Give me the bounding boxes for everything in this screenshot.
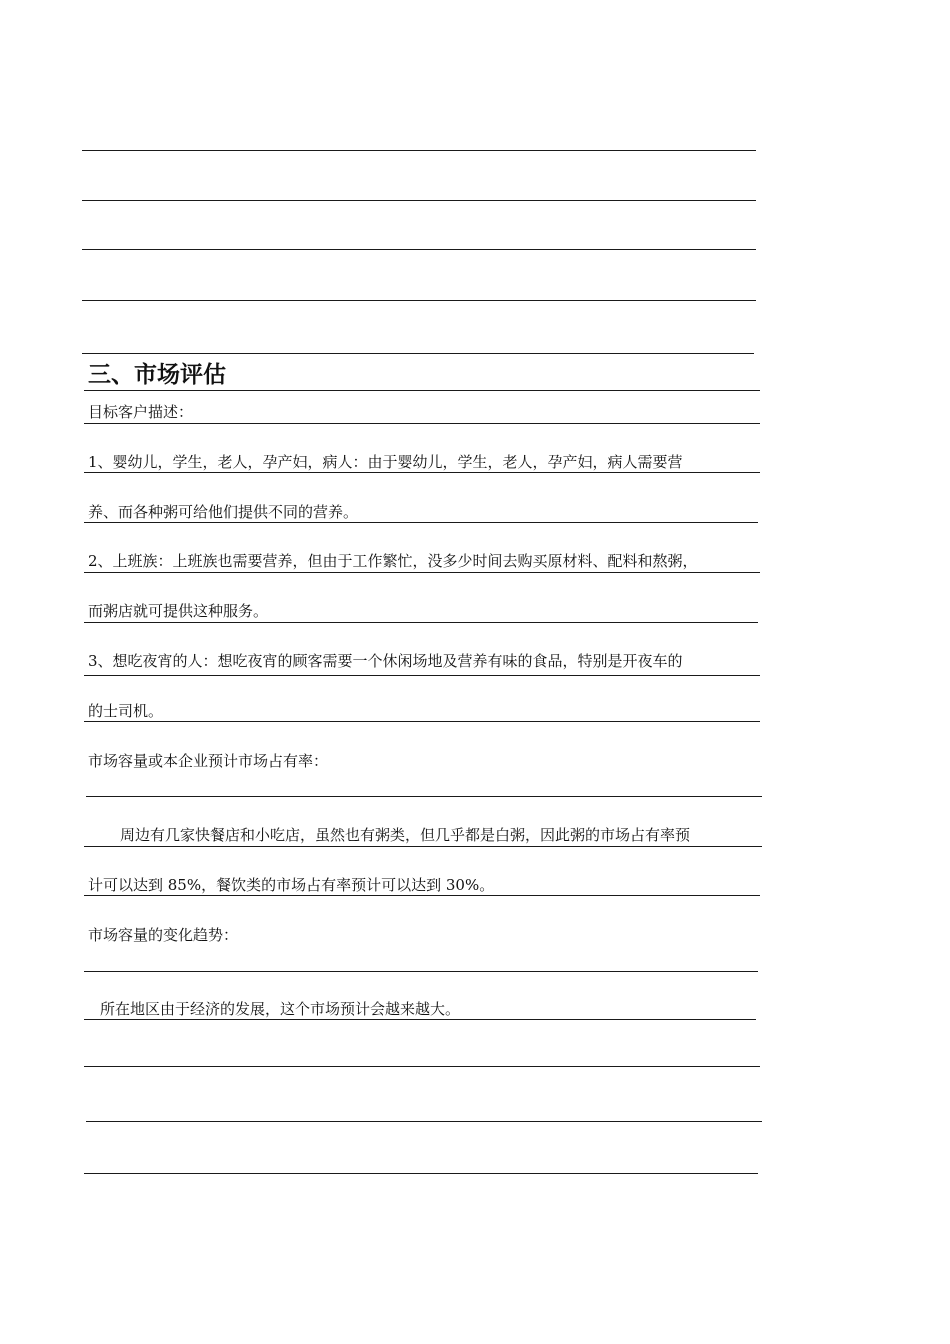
underline <box>84 1019 756 1020</box>
underline <box>84 675 760 676</box>
market-share-line-1: 周边有几家快餐店和小吃店，虽然也有粥类，但几乎都是白粥，因此粥的市场占有率预 <box>120 826 691 844</box>
market-share-label: 市场容量或本企业预计市场占有率： <box>88 752 329 770</box>
underline <box>84 522 758 523</box>
heading-underline <box>84 390 760 391</box>
target-customers-label: 目标客户描述： <box>88 403 194 421</box>
blank-line <box>84 1066 760 1067</box>
underline <box>84 472 760 473</box>
market-share-line-2: 计可以达到 85%，餐饮类的市场占有率预计可以达到 30%。 <box>88 876 495 894</box>
customer-item-1-line-1: 1、婴幼儿，学生，老人，孕产妇，病人：由于婴幼儿，学生，老人，孕产妇，病人需要营 <box>88 453 683 471</box>
customer-item-3-line-2: 的士司机。 <box>88 702 164 720</box>
underline <box>84 721 760 722</box>
underline <box>84 622 758 623</box>
underline <box>84 572 760 573</box>
blank-line <box>82 300 756 301</box>
underline <box>84 895 760 896</box>
customer-item-3-line-1: 3、想吃夜宵的人：想吃夜宵的顾客需要一个休闲场地及营养有味的食品，特别是开夜车的 <box>88 652 683 670</box>
blank-line <box>82 200 756 201</box>
underline <box>84 971 758 972</box>
blank-line <box>84 1173 758 1174</box>
underline <box>84 423 760 424</box>
section-heading: 三、市场评估 <box>88 362 226 388</box>
blank-line <box>82 353 754 354</box>
blank-line <box>82 249 756 250</box>
market-trend-text: 所在地区由于经济的发展，这个市场预计会越来越大。 <box>100 1000 461 1018</box>
blank-line <box>82 150 756 151</box>
underline <box>86 796 762 797</box>
market-trend-label: 市场容量的变化趋势： <box>88 926 239 944</box>
underline <box>84 846 762 847</box>
blank-line <box>86 1121 762 1122</box>
customer-item-2-line-1: 2、上班族：上班族也需要营养，但由于工作繁忙，没多少时间去购买原材料、配料和熬粥， <box>88 552 698 570</box>
customer-item-1-line-2: 养、而各种粥可给他们提供不同的营养。 <box>88 503 359 521</box>
customer-item-2-line-2: 而粥店就可提供这种服务。 <box>88 602 269 620</box>
